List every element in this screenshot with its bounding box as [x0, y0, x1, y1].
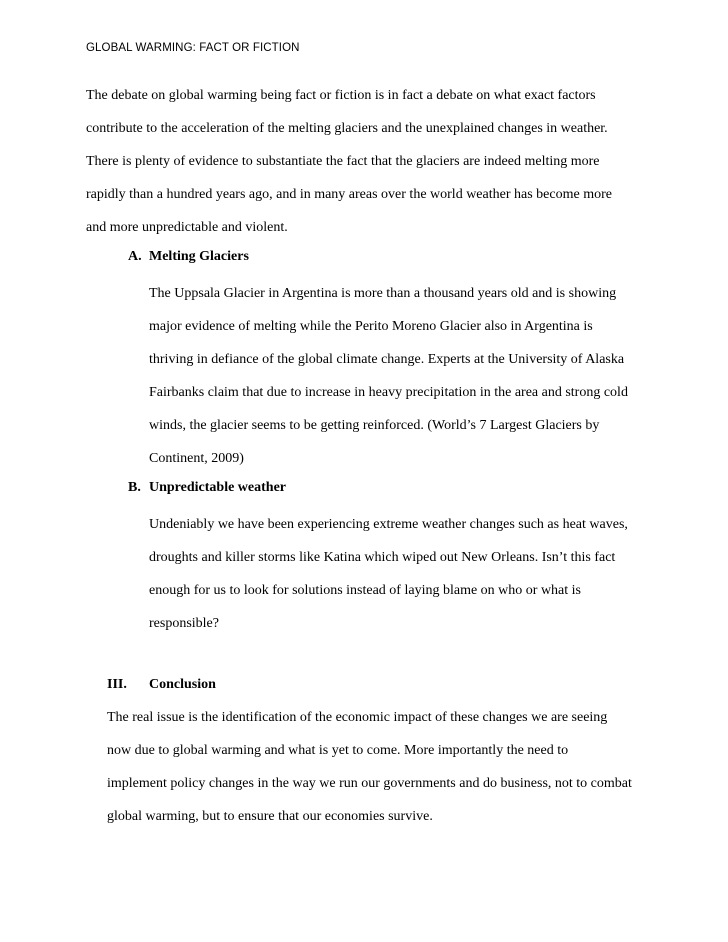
unpredictable-weather-paragraph — [149, 508, 628, 640]
paragraph-line: contribute to the acceleration of the melting glaciers and the unexplained changes in weather. — [86, 121, 608, 136]
section-heading-conclusion — [107, 675, 216, 695]
paragraph-line: and more unpredictable and violent. — [86, 220, 288, 235]
paragraph-line: The real issue is the identification of the economic impact of these changes we are seeing — [107, 710, 608, 725]
paragraph-line: rapidly than a hundred years ago, and in many areas over the world weather has become more — [86, 187, 612, 202]
section-title: Melting Glaciers — [149, 249, 249, 264]
paragraph-line: major evidence of melting while the Perito Moreno Glacier also in Argentina is — [149, 319, 593, 334]
section-heading-melting-glaciers — [128, 247, 249, 267]
section-heading-unpredictable-weather — [128, 478, 286, 498]
paragraph-line: Fairbanks claim that due to increase in heavy precipitation in the area and strong cold — [149, 385, 628, 400]
paragraph-line: thriving in defiance of the global climate change. Experts at the University of Alaska — [149, 352, 625, 367]
paragraph-line: droughts and killer storms like Katina which wiped out New Orleans. Isn’t this fact — [149, 550, 616, 565]
paragraph-line: The debate on global warming being fact or fiction is in fact a debate on what exact factors — [86, 88, 596, 103]
paragraph-line: There is plenty of evidence to substantiate the fact that the glaciers are indeed melting more — [86, 154, 600, 169]
paragraph-line: responsible? — [149, 616, 219, 631]
running-head: GLOBAL WARMING: FACT OR FICTION — [86, 42, 300, 54]
section-marker: A. — [128, 249, 142, 264]
paragraph-line: global warming, but to ensure that our economies survive. — [107, 809, 433, 824]
paragraph-line: now due to global warming and what is yet to come. More importantly the need to — [107, 743, 569, 758]
melting-glaciers-paragraph — [149, 277, 628, 475]
paragraph-line: implement policy changes in the way we run our governments and do business, not to combat — [107, 776, 632, 791]
paragraph-line: enough for us to look for solutions instead of laying blame on who or what is — [149, 583, 581, 598]
section-marker: B. — [128, 480, 141, 495]
intro-paragraph — [86, 79, 612, 244]
section-title: Conclusion — [149, 677, 216, 692]
paragraph-line: Undeniably we have been experiencing extreme weather changes such as heat waves, — [149, 517, 628, 532]
conclusion-paragraph — [107, 701, 632, 833]
paragraph-line: winds, the glacier seems to be getting reinforced. (World’s 7 Largest Glaciers by — [149, 418, 600, 433]
section-marker: III. — [107, 677, 127, 692]
paragraph-line: Continent, 2009) — [149, 451, 244, 466]
section-title: Unpredictable weather — [149, 480, 286, 495]
paragraph-line: The Uppsala Glacier in Argentina is more than a thousand years old and is showing — [149, 286, 617, 301]
